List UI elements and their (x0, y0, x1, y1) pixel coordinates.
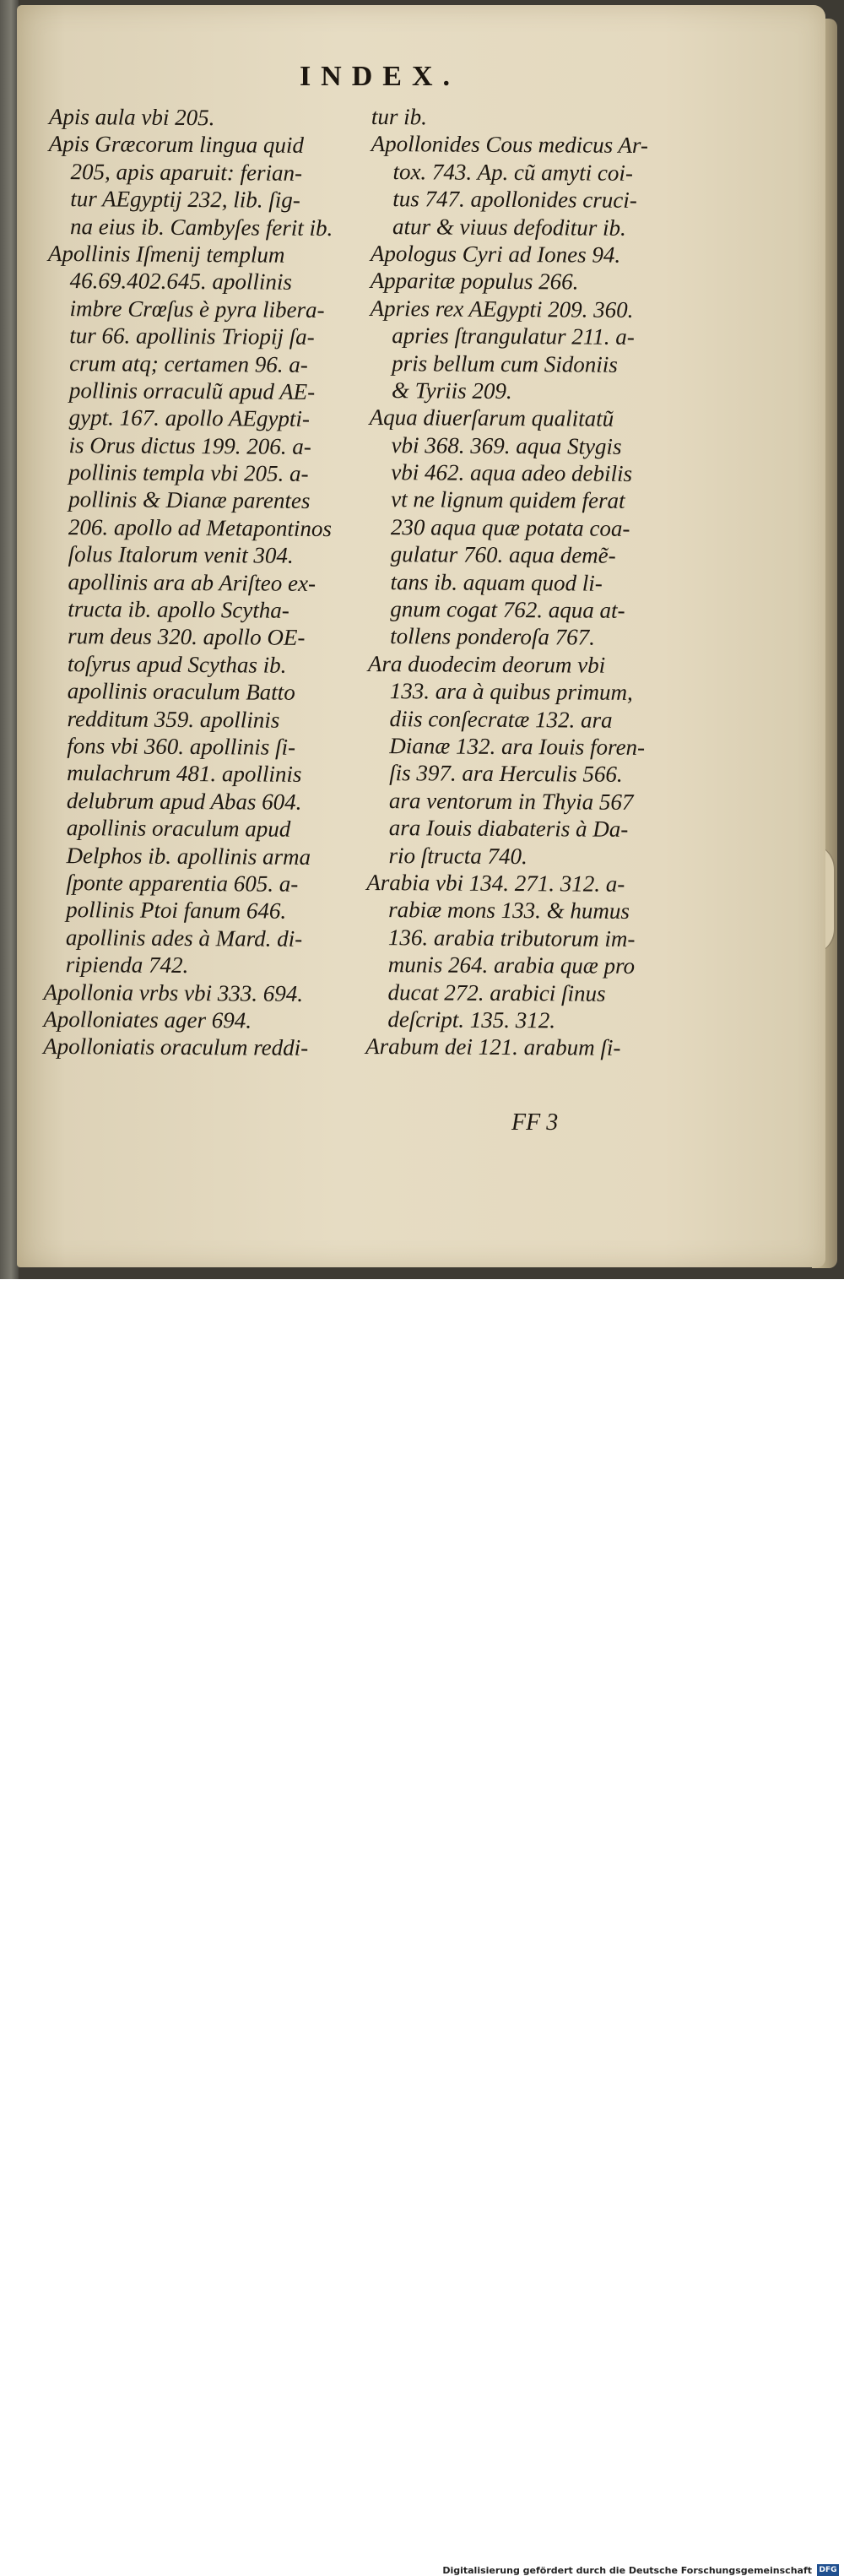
dfg-logo: DFG (817, 2564, 839, 2576)
index-line: pris bellum cum Sidoniis (392, 350, 618, 377)
index-line: tur 66. apollinis Triopij ſa- (69, 323, 315, 350)
index-line: vbi 462. aqua adeo debilis (391, 459, 633, 486)
index-line: 206. apollo ad Metapontinos (68, 514, 333, 541)
index-line: rio ſtructa 740. (388, 842, 528, 869)
index-line: ara Iouis diabateris à Da- (388, 815, 629, 843)
index-line: gnum cogat 762. aqua at- (390, 596, 625, 623)
index-line: rabiæ mons 133. & humus (388, 897, 630, 925)
index-line: vt ne lignum quidem ferat (391, 486, 625, 514)
index-line: 136. arabia tributorum im- (387, 924, 636, 952)
index-line: ducat 272. arabici ſinus (387, 979, 606, 1006)
index-line: Apis aula vbi 205. (48, 103, 215, 131)
index-line: pollinis Ptoi fanum 646. (66, 897, 287, 925)
index-column-right (365, 103, 672, 1062)
index-line: tur AEgyptij 232, lib. ſig- (70, 186, 300, 213)
index-line: tans ib. aquam quod li- (390, 568, 603, 596)
index-line: tur ib. (371, 103, 428, 130)
index-line: is Orus dictus 199. 206. a- (68, 431, 311, 459)
index-line: Apollinis Iſmenij templum (47, 240, 285, 268)
footer-strip (0, 1279, 844, 2576)
index-line: apollinis oraculum apud (66, 815, 291, 842)
index-line: vbi 368. 369. aqua Stygis (391, 431, 622, 459)
running-head: INDEX. (299, 61, 461, 92)
index-line: Apries rex AEgypti 209. 360. (370, 295, 634, 323)
index-line: delubrum apud Abas 604. (66, 787, 302, 815)
index-line: apollinis ara ab Ariſteo ex- (68, 568, 316, 596)
index-line: Delphos ib. apollinis arma (66, 842, 311, 870)
index-line: ſolus Italorum venit 304. (68, 541, 294, 569)
index-line: imbre Crœſus è pyra libera- (69, 295, 325, 323)
index-line: gulatur 760. aqua demẽ- (390, 541, 616, 569)
index-line: mulachrum 481. apollinis (67, 760, 302, 788)
index-line: & Tyriis 209. (391, 377, 512, 404)
index-line: Aqua diuerſarum qualitatũ (369, 404, 614, 432)
index-column-left (43, 103, 353, 1062)
index-line: Dianæ 132. ara Iouis foren- (389, 733, 646, 760)
digitization-credit: Digitalisierung gefördert durch die Deutsche Forschungsgemeinschaft (442, 2565, 812, 2576)
index-line: pollinis & Dianæ parentes (68, 486, 311, 514)
index-line: ara ventorum in Thyia 567 (388, 787, 634, 815)
index-line: Apolloniates ager 694. (43, 1006, 252, 1033)
index-line: Apis Græcorum lingua quid (48, 131, 305, 159)
index-line: deſcript. 135. 312. (387, 1006, 556, 1033)
index-line: 46.69.402.645. apollinis (69, 268, 293, 296)
index-line: ripienda 742. (65, 952, 189, 979)
index-line: tollens ponderoſa 767. (390, 623, 595, 651)
index-line: tox. 743. Ap. cũ amyti coi- (392, 158, 634, 186)
index-line: tus 747. apollonides cruci- (392, 186, 637, 214)
index-line: rum deus 320. apollo OE- (68, 623, 306, 651)
index-line: atur & viuus defoditur ib. (392, 213, 626, 241)
index-line: na eius ib. Cambyſes ferit ib. (70, 213, 333, 241)
index-line: Ara duodecim deorum vbi (367, 650, 606, 678)
index-line: fons vbi 360. apollinis ſi- (67, 733, 296, 760)
scanned-book-spread (0, 0, 844, 1279)
index-line: Apolloniatis oraculum reddi- (43, 1033, 309, 1061)
index-line: diis conſecratæ 132. ara (389, 705, 613, 733)
index-line: apollinis oraculum Batto (67, 678, 295, 705)
index-line: tructa ib. apollo Scytha- (68, 596, 289, 623)
index-line: Apparitæ populus 266. (370, 268, 579, 295)
index-line: crum atq; certamen 96. a- (69, 350, 308, 377)
index-line: Apollonides Cous medicus Ar- (371, 131, 648, 159)
index-line: gypt. 167. apollo AEgypti- (68, 404, 311, 432)
index-line: Arabum dei 121. arabum ſi- (365, 1033, 621, 1061)
index-line: apries ſtrangulatur 211. a- (392, 323, 635, 350)
index-line: ſponte apparentia 605. a- (66, 870, 299, 897)
index-line: 230 aqua quæ potata coa- (390, 514, 630, 541)
book-cover-edge (0, 0, 19, 1279)
index-line: redditum 359. apollinis (67, 705, 280, 733)
index-line: apollinis ades à Mard. di- (65, 924, 303, 952)
index-line: munis 264. arabia quæ pro (387, 952, 636, 979)
index-line: Apologus Cyri ad Iones 94. (370, 240, 621, 268)
index-line: Apollonia vrbs vbi 333. 694. (43, 979, 304, 1006)
index-line: toſyrus apud Scythas ib. (67, 650, 287, 678)
index-line: ſis 397. ara Herculis 566. (389, 760, 623, 788)
index-line: pollinis orraculũ apud AE- (68, 377, 316, 404)
index-line: Arabia vbi 134. 271. 312. a- (366, 869, 625, 897)
index-line: 205, apis aparuit: ferian- (70, 158, 303, 186)
signature-mark: FF 3 (511, 1109, 559, 1136)
index-line: 133. ara à quibus primum, (389, 678, 633, 706)
index-line: pollinis templa vbi 205. a- (68, 459, 309, 486)
